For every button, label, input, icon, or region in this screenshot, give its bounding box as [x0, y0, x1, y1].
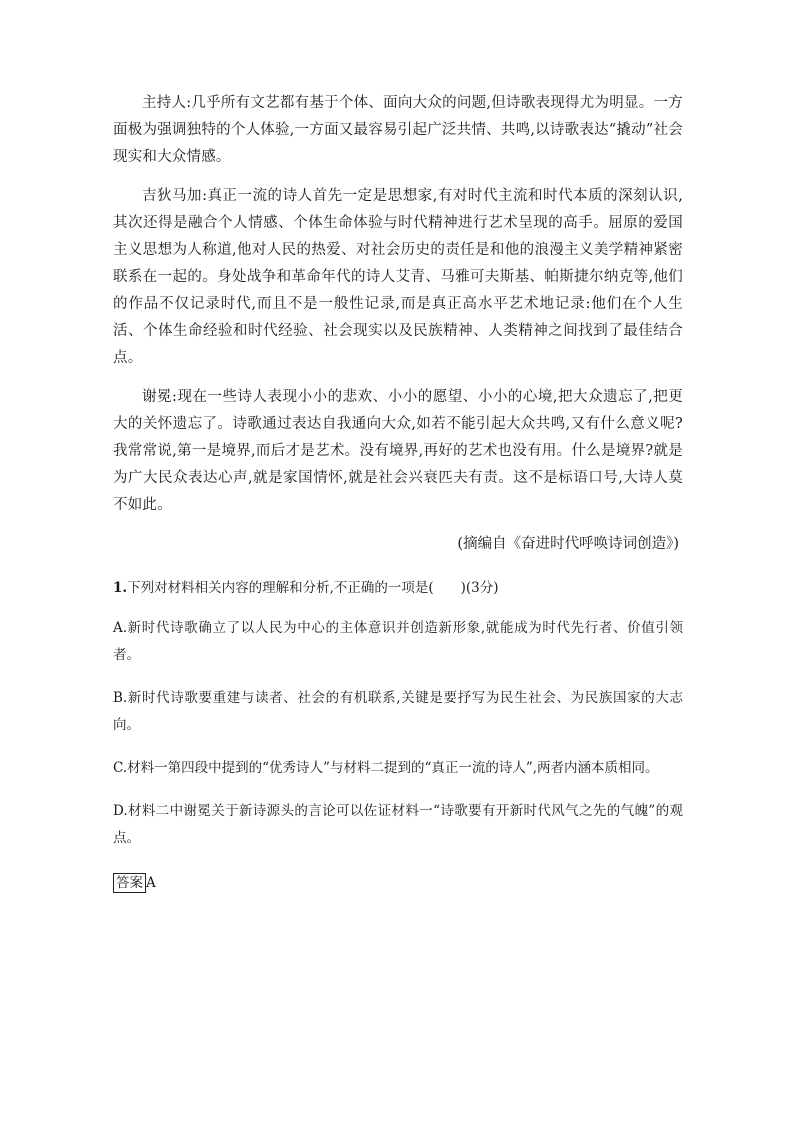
answer-value: A	[146, 875, 156, 891]
answer-label: 答案	[113, 873, 146, 893]
source-citation: (摘编自《奋进时代呼唤诗词创造》)	[457, 536, 679, 552]
paragraph-jidimajia: 吉狄马加:真正一流的诗人首先一定是思想家,有对时代主流和时代本质的深刻认识,其次还得是融合个人情感、个体生命体验与时代精神进行艺术呈现的高手。屈原的爱国主义思想为人称道,他对人民的热爱、对社会历史的责任是和他的浪漫主义美学精神紧密联系在一起的。身处战争和革命年代的诗人艾青、马雅可夫斯基、帕斯捷尔纳克等,他们的作品不仅记录时代,而且不是一般性记录,而是真正高水平艺术地记录:他们在个人生活、个体生命经验和时代经验、社会现实以及民族精神、人类精神之间找到了最佳结合点。	[113, 188, 683, 366]
answer-line	[113, 872, 683, 894]
paragraph-host: 主持人:几乎所有文艺都有基于个体、面向大众的问题,但诗歌表现得尤为明显。一方面极为强调独特的个人体验,一方面又最容易引起广泛共情、共鸣,以诗歌表达“撬动”社会现实和大众情感。	[113, 95, 683, 165]
question-number: 1.	[113, 580, 128, 596]
option-c: C.材料一第四段中提到的“优秀诗人”与材料二提到的“真正一流的诗人”,两者内涵本质相同。	[113, 760, 659, 776]
option-a: A.新时代诗歌确立了以人民为中心的主体意识并创造新形象,就能成为时代先行者、价值引领者。	[113, 620, 683, 663]
paragraph-xiemian: 谢冕:现在一些诗人表现小小的悲欢、小小的愿望、小小的心境,把大众遗忘了,把更大的关怀遗忘了。诗歌通过表达自我通向大众,如若不能引起大众共鸣,又有什么意义呢?我常常说,第一是境界,而后才是艺术。没有境界,再好的艺术也没有用。什么是境界?就是为广大民众表达心声,就是家国情怀,就是社会兴衰匹夫有责。这不是标语口号,大诗人莫不如此。	[113, 389, 683, 513]
question-stem	[113, 576, 683, 601]
document-page	[113, 90, 683, 894]
option-b: B.新时代诗歌要重建与读者、社会的有机联系,关键是要抒写为民生社会、为民族国家的大志向。	[113, 690, 683, 733]
question-text: 下列对材料相关内容的理解和分析,不正确的一项是( )(3分)	[127, 580, 499, 596]
option-d: D.材料二中谢冕关于新诗源头的言论可以佐证材料一“诗歌要有开新时代风气之先的气魄”的观点。	[113, 803, 683, 846]
